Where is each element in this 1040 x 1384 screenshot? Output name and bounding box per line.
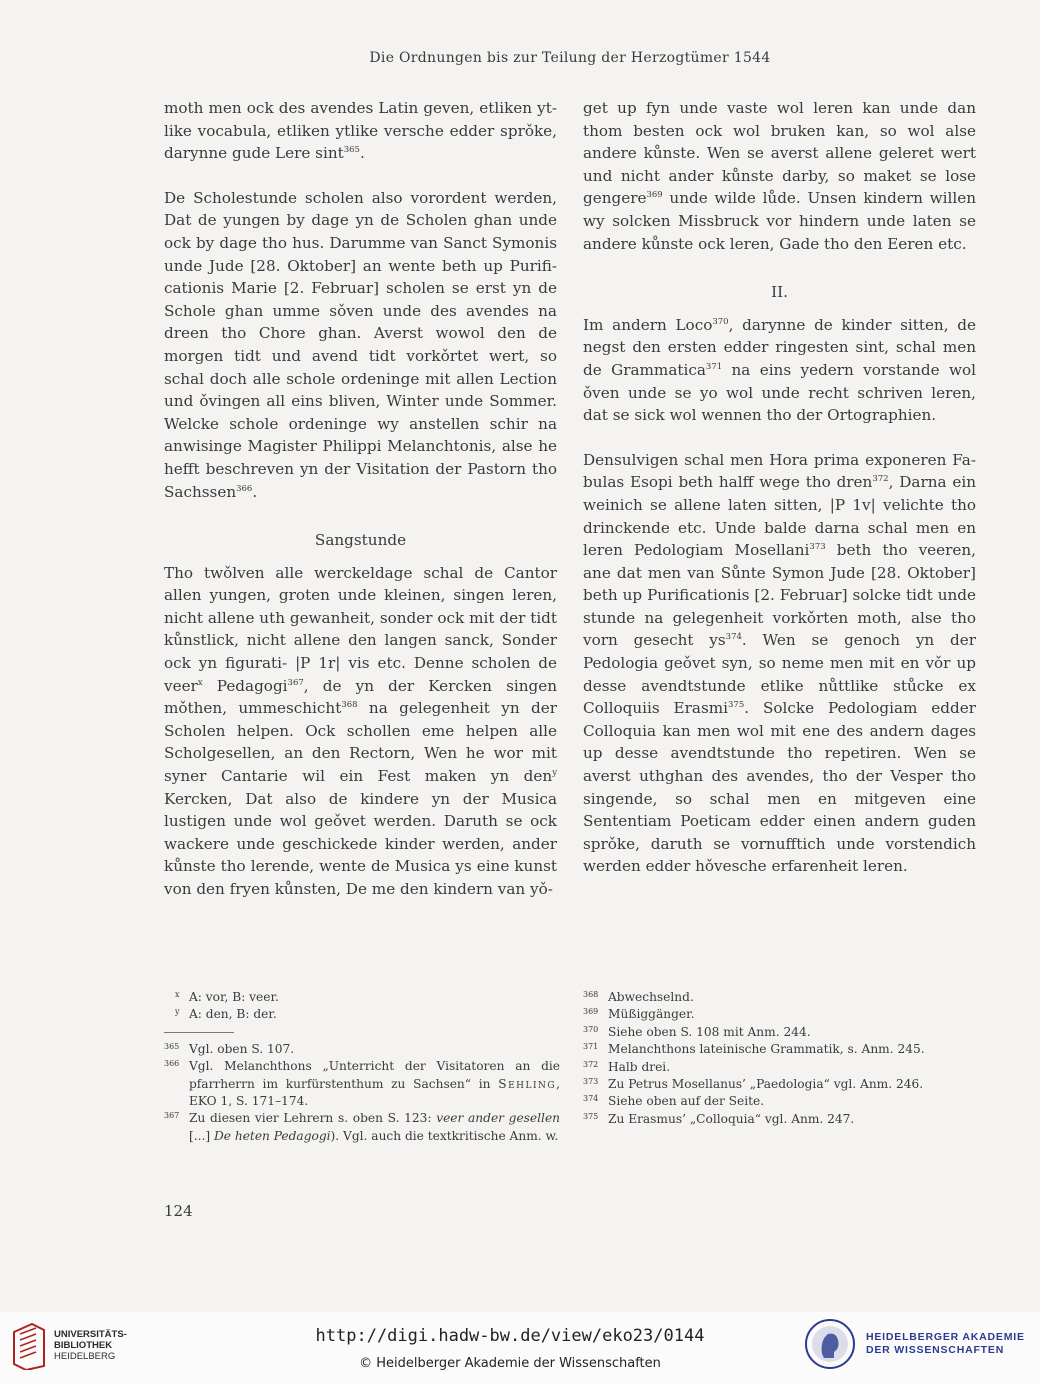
paragraph: moth men ock des avendes Latin geven, etliken ytlike vocabula, etliken ytlike versche edder sprǒke, darynne gude Lere sint$^{365}$.: [164, 99, 557, 163]
footnote-ref[interactable]: 374: [725, 632, 742, 643]
paragraph: get up fyn unde vaste wol leren kan unde dan thom besten ock wol bruken kan, so wol alse andere kůnste. Wen se averst allene geleret wert und nicht ander kůnste darby, so maket se lose gengere$^{369}$ unde wilde lůde. Unsen kindern willen wy solcken Missbruck vor hindern unde laten se andere kůnste ock leren, Gade tho den Eeren etc.: [583, 99, 976, 253]
section-heading: Sangstunde: [314, 531, 407, 550]
footnote: 369 Müßiggänger.: [583, 1007, 695, 1022]
library-emblem-icon: [10, 1320, 48, 1370]
footnote-ref[interactable]: 367: [287, 677, 304, 688]
footnote-ref[interactable]: 375: [728, 700, 745, 711]
university-library-logo[interactable]: UNIVERSITÄTS- BIBLIOTHEK HEIDELBERG: [10, 1320, 127, 1370]
footnote: y A: den, B: der.: [175, 1007, 277, 1022]
footnote-ref[interactable]: 370: [712, 316, 729, 327]
footnote: 374 Siehe oben auf der Seite.: [583, 1094, 765, 1109]
footnote-divider: [164, 1032, 234, 1033]
footnote-ref[interactable]: 372: [872, 474, 889, 485]
footnote: 373 Zu Petrus Mosellanus’ „Paedologia“ vgl. Anm. 246.: [583, 1077, 924, 1092]
footnote-ref[interactable]: 371: [705, 361, 723, 372]
academy-logo[interactable]: HEIDELBERGER AKADEMIE DER WISSENSCHAFTEN: [804, 1318, 1025, 1370]
footnotes-right: [583, 989, 979, 1128]
copyright-notice: © Heidelberger Akademie der Wissenschaften: [359, 1356, 661, 1371]
footnote-ref[interactable]: 368: [341, 700, 358, 711]
footnote-ref[interactable]: 365: [343, 145, 360, 156]
section-heading: II.: [771, 283, 788, 302]
right-column: [583, 97, 976, 878]
footnote: 368 Abwechselnd.: [583, 990, 694, 1004]
footnote: 370 Siehe oben S. 108 mit Anm. 244.: [583, 1024, 811, 1039]
footnotes-left: [164, 989, 560, 1145]
footnote: 366 Vgl. Melanchthons „Unterricht der Visitatoren an die pfarrherrn im kurfürstenthum zu Sachsen“ in Sehling, EKO 1, S. 171–174.: [164, 1059, 560, 1109]
footnote: 375 Zu Erasmus’ „Colloquia“ vgl. Anm. 247.: [583, 1111, 855, 1126]
footnote: 371 Melanchthons lateinische Grammatik, s. Anm. 245.: [583, 1042, 925, 1057]
footnote-ref[interactable]: x: [197, 677, 203, 688]
page-number: 124: [164, 1202, 193, 1220]
footnote: x A: vor, B: veer.: [175, 990, 279, 1004]
paragraph: De Scholestunde scholen also vorordent werden, Dat de yungen by dage yn de Scholen ghan unde ock by dage tho hus. Darumme van Sanct Symonis unde Jude [28. Oktober] an wente beth up Purificationis Marie [2. Februar] scholen se erst yn de Schole ghan umme sǒven unde des avendes na dreen tho Chore ghan. Averst wowol den de morgen tidt und avend tidt vorkǒrtet wert, so schal doch alle schole ordeninge mit allen Lection und ǒvingen all eins bliven, Winter unde Sommer. Welcke schole ordeninge wy anstellen schir na anwisinge Magister Philippi Melanchtonis, alse he hefft beschreven yn der Visitation der Pastorn tho Sachssen$^{366}$.: [164, 188, 557, 501]
left-column: [164, 97, 557, 901]
footnote-ref[interactable]: 373: [809, 542, 826, 553]
document-url-link[interactable]: http://digi.hadw-bw.de/view/eko23/0144: [315, 1326, 705, 1346]
footnote: 365 Vgl. oben S. 107.: [164, 1041, 295, 1056]
footnote: 372 Halb drei.: [583, 1059, 671, 1074]
footnote-ref[interactable]: 366: [236, 483, 253, 494]
running-head: Die Ordnungen bis zur Teilung der Herzogtümer 1544: [369, 50, 771, 66]
paragraph: Densulvigen schal men Hora prima exponeren Fabulas Esopi beth halff wege tho dren$^{372}$, Darna ein weinich se allene laten sitten, |P 1v| velichte tho drinckende etc. Unde balde darna schal men en leren Pedologiam Mosellani$^{373}$ beth tho veeren, ane dat men van Sůnte Symon Jude [28. Oktober] beth up Purificationis [2. Februar] solcke tidt unde stunde na gelegenheit vorkǒrten moth, alse tho vorn gesecht $ys^{374}$. Wen se genoch yn der Pedologia geǒvet syn, so neme men mit en vǒr up desse avendtstunde etlike nůttlike stůcke ex Colloquiis Erasmi$^{375}$. Solcke Pedologiam edder Colloquia kan men wol mit ene des andern dages up desse avendtstunde tho repetiren. Wen se averst uthghan des avendes, tho der Vesper tho singende, so schal men en mitgeven eine Sententiam Poeticam edder einen andern guden sprǒke, daruth se vornufftich unde vorstendich werden edder hǒvesche erfarenheit leren.: [583, 450, 976, 876]
paragraph: Im andern Loco$^{370}$, darynne de kinder sitten, de negst den ersten edder ringesten sint, schal men de Grammatica$^{371}$ na eins yedern vorstande wol ǒven unde se yo wol unde recht schriven leren, dat se sick wol wennen tho der Ortographien.: [583, 315, 976, 425]
academy-seal-icon: [804, 1318, 856, 1370]
footnote-ref[interactable]: y: [552, 767, 557, 778]
footnote: 367 Zu diesen vier Lehrern s. oben S. 123: veer ander gesellen [...] De heten Pedagogi). Vgl. auch die textkritische Anm. w.: [164, 1111, 561, 1143]
paragraph: Tho twǒlven alle werckeldage schal de Cantor allen yungen, groten unde kleinen, singen leren, nicht allene uth gewanheit, sonder ock mit der tidt kůnstlick, nicht allene den langen sanck, Sonder ock yn figurati- |P 1r| vis etc. Denne scholen de veer$^x$ Pedagogi$^{367}$, de yn der Kercken singen mǒthen, ummeschicht$^{368}$ na gelegenheit yn der Scholen helpen. Ock schollen eme helpen alle Scholgesellen, an den Rectorn, Wen he wor mit syner Cantarie wil ein Fest maken yn den$^y$ Kercken, Dat also de kindere yn der Musica lustigen unde wol geǒvet werden. Daruth se ock wackere unde geschickede kinder werden, ander kůnste tho lerende, wente de Musica ys eine kunst von den fryen kůnsten, De me den kindern van yǒ-: [164, 563, 557, 898]
footer-bar: [0, 1312, 1040, 1384]
footnote-ref[interactable]: 369: [646, 190, 663, 201]
